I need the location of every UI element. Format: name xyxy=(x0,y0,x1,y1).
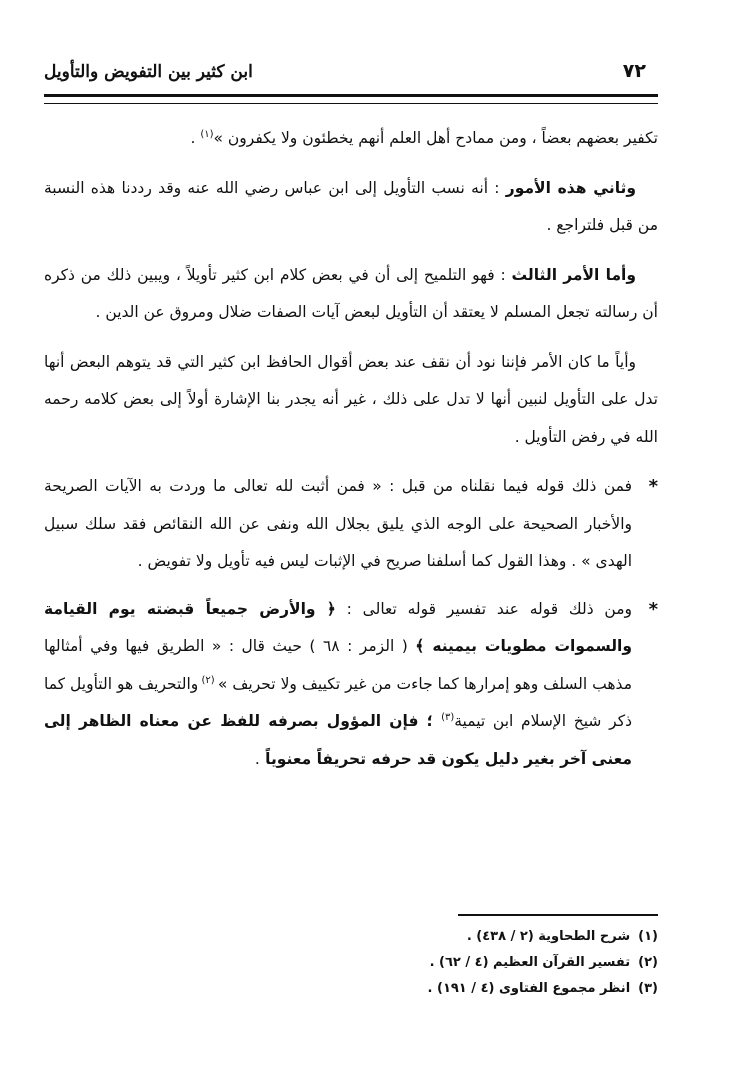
paragraph-text: : فهو التلميح إلى أن في بعض كلام ابن كثير تأويلاً ، ويبين ذلك من ذكره أن رسالته تجعل المسلم لا يعتقد أن التأويل لبعض آيات الصفات ضلال ومروق عن الدين . xyxy=(44,265,658,321)
page-number: ٧٢ xyxy=(622,60,646,82)
header-rule xyxy=(44,94,658,104)
bullet-text-mid2: والتحريف هو التأويل كما ذكر شيخ الإسلام ابن تيمية xyxy=(44,674,632,730)
footnote-ref: (١) xyxy=(200,128,214,140)
body-text xyxy=(44,120,658,788)
footnote-3 xyxy=(44,976,658,1002)
bullet-item-2 xyxy=(44,591,658,779)
footnote-number: (١) xyxy=(638,929,658,944)
verse-reference: ( الزمر : ٦٨ ) xyxy=(301,637,416,655)
paragraph-3 xyxy=(44,257,658,332)
paragraph-lead: وثاني هذه الأمور xyxy=(505,178,636,197)
bullet-text-pre: ومن ذلك قوله عند تفسير قوله تعالى : xyxy=(335,599,632,618)
book-page xyxy=(44,40,658,1030)
paragraph-4 xyxy=(44,344,658,457)
bullet-text-end: . xyxy=(254,749,260,768)
running-header xyxy=(44,40,658,92)
quran-verse: ﴿ والأرض جميعاً قبضته يوم القيامة والسموات مطويات بيمينه ﴾ xyxy=(44,599,632,655)
bullet-text: فمن ذلك قوله فيما نقلناه من قبل : « فمن أثبت لله تعالى ما وردت به الآيات الصريحة والأخبار الصحيحة على الوجه الذي يليق بجلال الله ونفى عن الله النقائص فقد سلك سبيل الهدى » . وهذا القول كما أسلفنا صريح في الإثبات ليس فيه تأويل ولا تفويض . xyxy=(44,477,632,570)
bullet-text-bold-tail: ؛ فإن المؤول بصرفه للفظ عن معناه الظاهر إلى معنى آخر بغير دليل يكون قد حرفه تحريفاً معنوياً xyxy=(44,712,632,768)
paragraph-text: تكفير بعضهم بعضاً ، ومن ممادح أهل العلم أنهم يخطئون ولا يكفرون » xyxy=(213,129,658,147)
footnote-rule xyxy=(458,914,658,916)
footnotes xyxy=(44,924,658,1002)
bullet-item-1 xyxy=(44,468,658,581)
footnote-ref: (٣) xyxy=(441,711,455,723)
footnote-2 xyxy=(44,950,658,976)
footnote-number: (٣) xyxy=(638,981,658,996)
asterisk-icon: * xyxy=(648,598,658,620)
paragraph-text: : أنه نسب التأويل إلى ابن عباس رضي الله عنه وقد رددنا هذه النسبة من قبل فلتراجع . xyxy=(44,178,658,234)
bullet-text-mid: حيث قال : « الطريق فيها وفي أمثالها مذهب السلف وهو إمرارها كما جاءت من غير تكييف ولا تحريف » xyxy=(44,637,632,693)
footnote-text: تفسير القرآن العظيم (٤ / ٦٢) . xyxy=(429,955,631,970)
asterisk-icon: * xyxy=(648,476,658,497)
footnote-number: (٢) xyxy=(638,955,658,970)
paragraph-1 xyxy=(44,120,658,158)
paragraph-lead: وأما الأمر الثالث xyxy=(511,265,637,284)
running-title: ابن كثير بين التفويض والتأويل xyxy=(44,62,253,82)
footnote-text: انظر مجموع الفتاوى (٤ / ١٩١) . xyxy=(427,981,631,996)
footnote-1 xyxy=(44,924,658,950)
footnote-ref: (٢) xyxy=(198,674,218,686)
paragraph-text: وأياً ما كان الأمر فإننا نود أن نقف عند بعض أقوال الحافظ ابن كثير التي قد يتوهم البعض أنها تدل على التأويل لنبين أنها لا تدل على ذلك ، غير أنه يجدر بنا الإشارة أولاً إلى بعض كلامه رحمه الله في رفض التأويل . xyxy=(44,352,658,446)
paragraph-tail: . xyxy=(190,129,201,147)
paragraph-2 xyxy=(44,170,658,245)
footnote-text: شرح الطحاوية (٢ / ٤٣٨) . xyxy=(466,929,631,944)
